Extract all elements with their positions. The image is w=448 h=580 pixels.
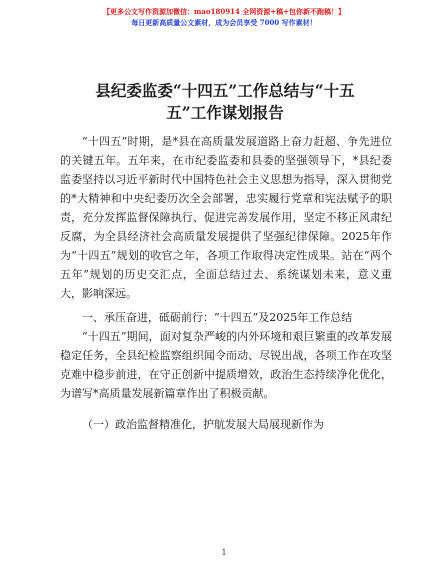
promo-line-2: 每日更新高质量公文素材，成为会员享受 7000 写作素材！ bbox=[131, 18, 317, 27]
subsection-heading: （一）政治监督精准化，护航发展大局展现新作为 bbox=[82, 418, 324, 431]
document-body bbox=[60, 132, 392, 434]
section-heading-1: 一、承压奋进，砥砺前行：“十四五”及2025年工作总结 bbox=[82, 311, 353, 324]
page-number: 1 bbox=[221, 548, 227, 557]
document-title bbox=[60, 80, 390, 124]
section-paragraph: “十四五”期间，面对复杂严峻的内外环境和艰巨繁重的改革发展稳定任务，全县纪检监察组织闻令而动、尽锐出战，各项工作在攻坚克难中稳步前进，在守正创新中提质增效，政治生态持续净化优化，为谱写*高质量发展新篇章作出了积极贡献。 bbox=[60, 330, 392, 400]
title-line-2: 五”工作谋划报告 bbox=[166, 103, 284, 122]
title-line-1: 县纪委监委“十四五”工作总结与“十五 bbox=[95, 81, 355, 100]
promo-banner bbox=[0, 6, 448, 28]
promo-line-1: 【更多公文写作资源加微信：mao180914 全网资源+稿+包你新不跑稿！】 bbox=[102, 7, 345, 16]
intro-paragraph: “十四五”时期，是*县在高质量发展道路上奋力赶超、争先进位的关键五年。五年来，在市纪委监委和县委的坚强领导下，*县纪委监委坚持以习近平新时代中国特色社会主义思想为指导，深入贯彻党的*大精神和中央纪委历次全会部署，忠实履行党章和宪法赋予的职责，充分发挥监督保障执行、促进完善发展作用，坚定不移正风肃纪反腐，为全县经济社会高质量发展提供了坚强纪律保障。2025年作为“十四五”规划的收官之年，各项工作取得决定性成果。站在“两个五年”规划的历史交汇点，全面总结过去、系统谋划未来，意义重大，影响深远。 bbox=[60, 135, 392, 300]
